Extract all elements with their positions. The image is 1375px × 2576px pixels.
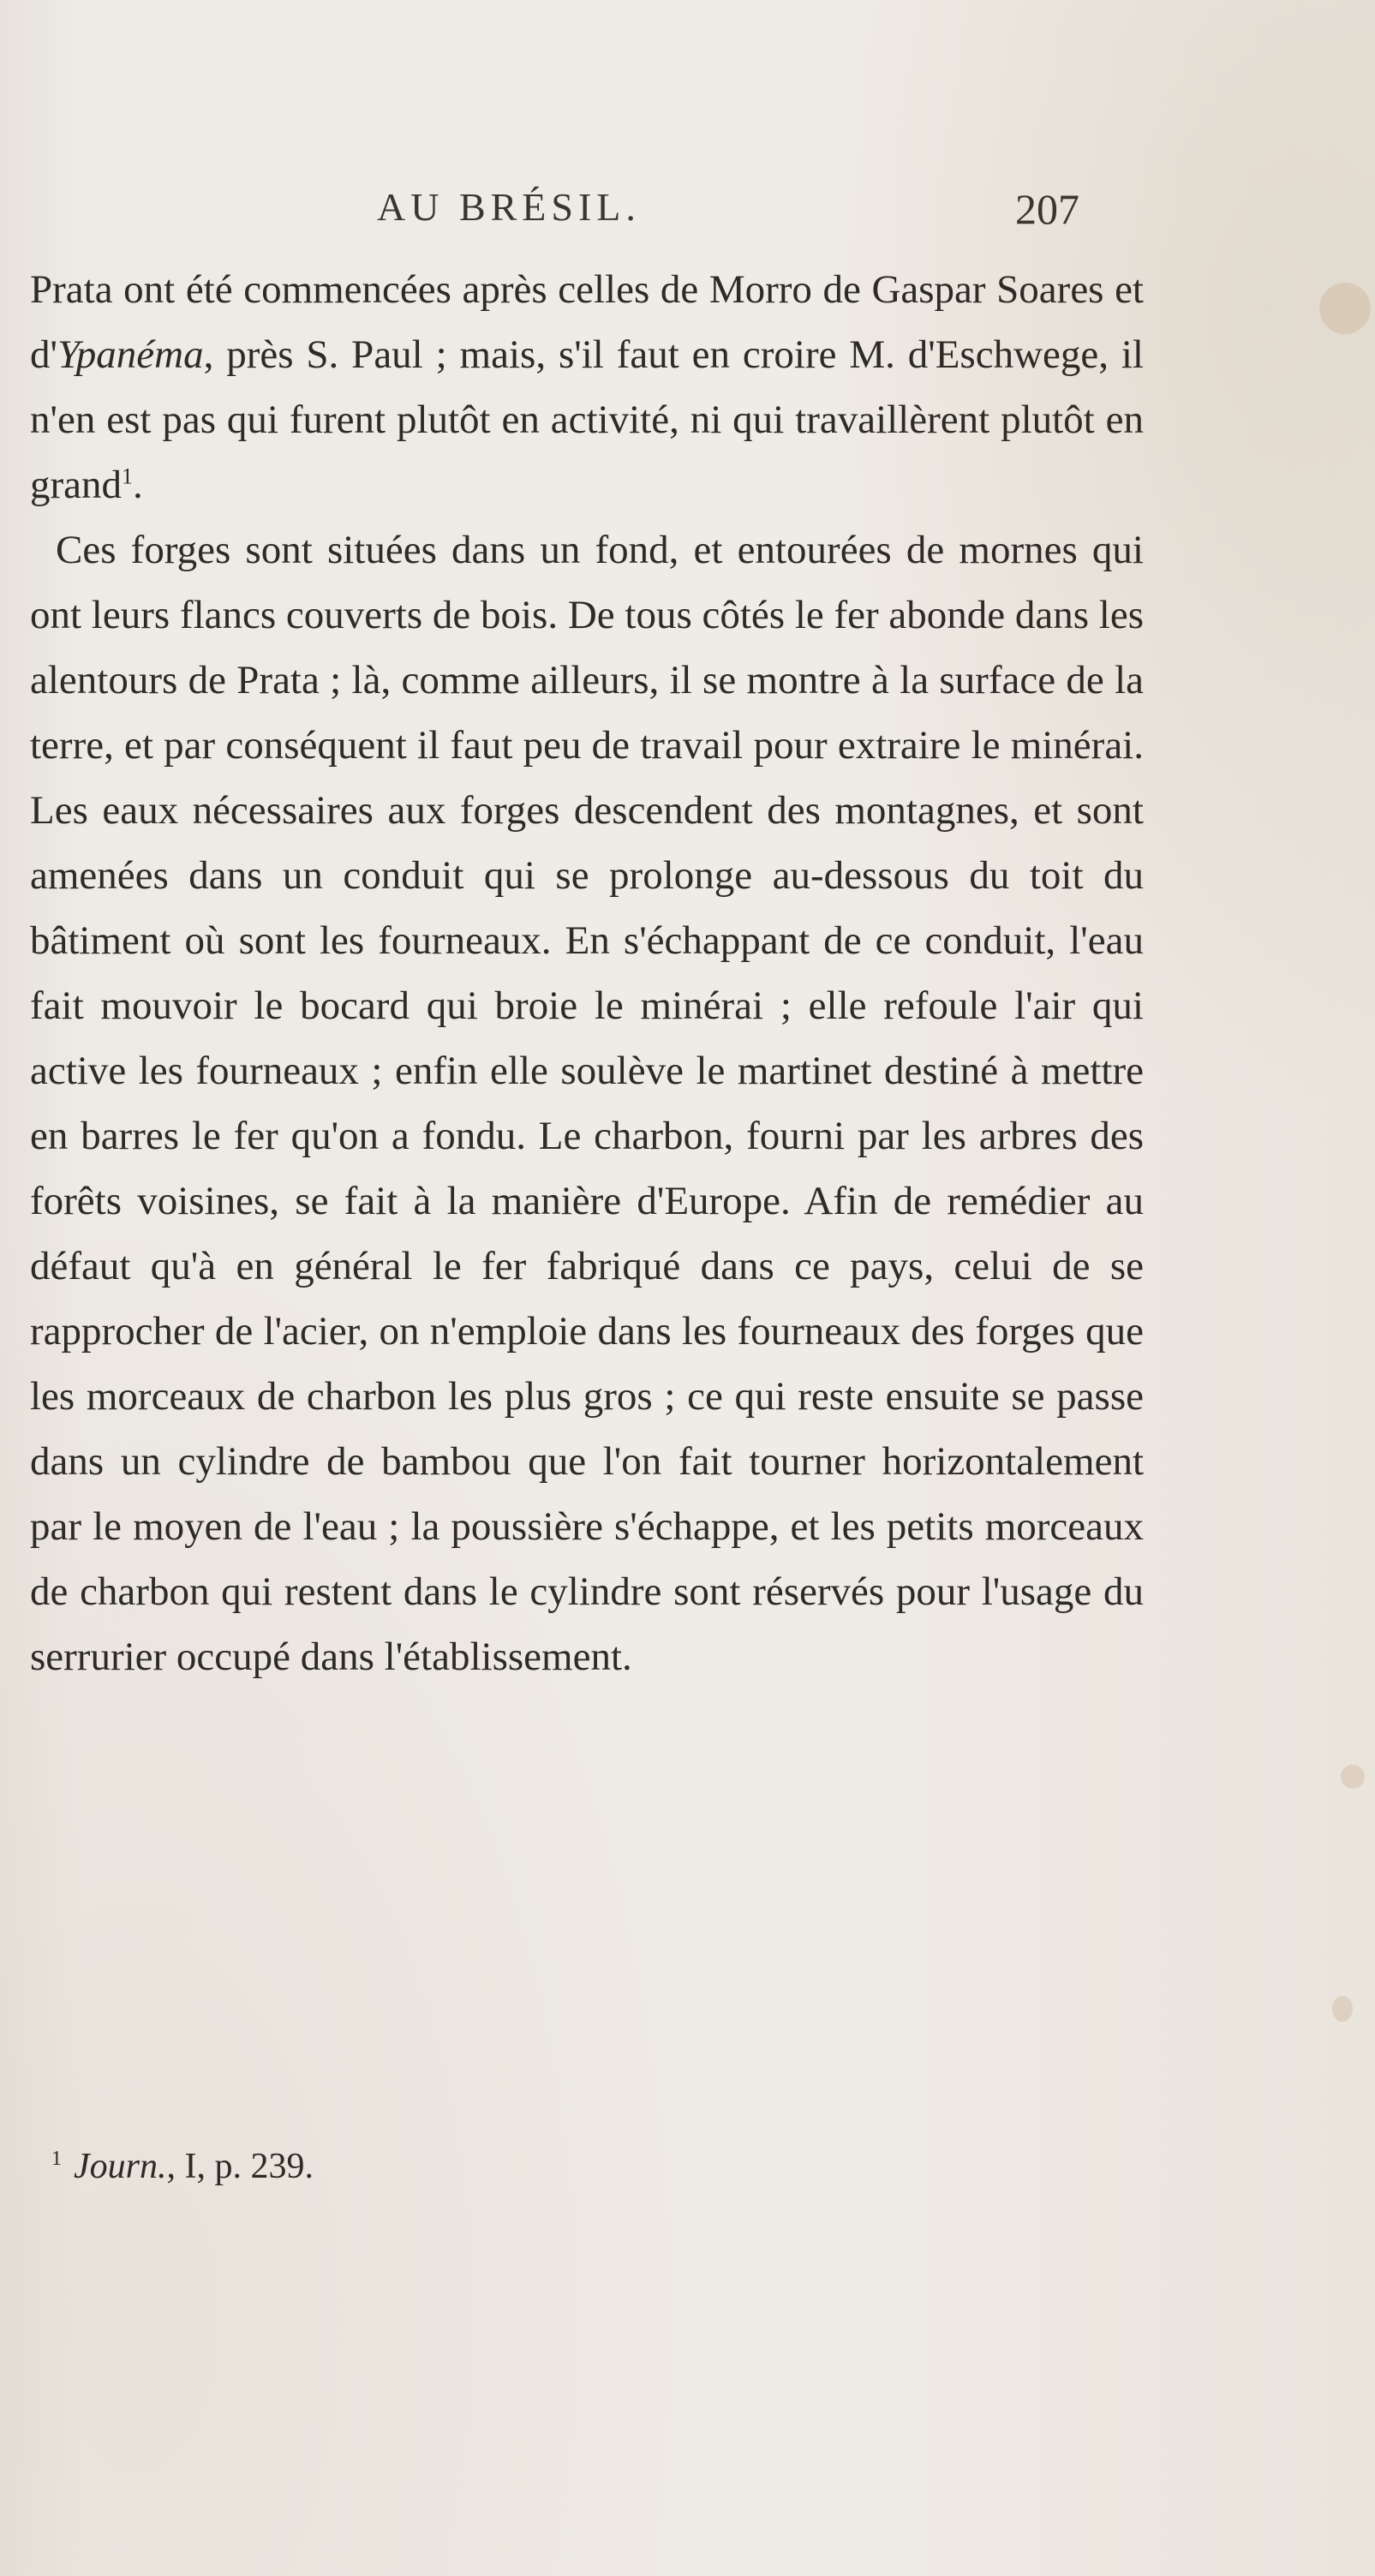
footnote-citation: , I, p. 239. <box>166 2147 314 2186</box>
paragraph-text: , près S. Paul ; mais, s'il faut en croire M. d'Eschwege, il n'en est pas qui furent plutôt en activité, ni qui travaillèrent plutôt en grand <box>30 332 1144 507</box>
page-number: 207 <box>1015 185 1079 233</box>
paragraph <box>30 257 1144 517</box>
page-header <box>0 176 1375 244</box>
footnote-mark: 1 <box>51 2148 62 2170</box>
paragraph: Ces forges sont situées dans un fond, et entourées de mornes qui ont leurs flancs couverts de bois. De tous côtés le fer abonde dans les alentours de Prata ; là, comme ailleurs, il se montre à la surface de la terre, et par conséquent il faut peu de travail pour extraire le minérai. Les eaux nécessaires aux forges descendent des montagnes, et sont amenées dans un conduit qui se prolonge au-dessous du toit du bâtiment où sont les fourneaux. En s'échappant de ce conduit, l'eau fait mouvoir le bocard qui broie le minérai ; elle refoule l'air qui active les fourneaux ; enfin elle soulève le martinet destiné à mettre en barres le fer qu'on a fondu. Le charbon, fourni par les arbres des forêts voisines, se fait à la manière d'Europe. Afin de remédier au défaut qu'à en général le fer fabriqué dans ce pays, celui de se rapprocher de l'acier, on n'emploie dans les fourneaux des forges que les morceaux de charbon les plus gros ; ce qui reste ensuite se passe dans un cylindre de bambou que l'on fait tourner horizontalement par le moyen de l'eau ; la poussière s'échappe, et les petits morceaux de charbon qui restent dans le cylindre sont réservés pour l'usage du serrurier occupé dans l'établissement. <box>30 528 1144 1679</box>
footnote-journal: Journ. <box>74 2147 167 2186</box>
running-head: AU BRÉSIL. <box>377 185 641 229</box>
footnote-reference: 1 <box>122 463 134 489</box>
footnote <box>51 2146 314 2187</box>
italic-place-name: Ypanéma <box>57 332 204 377</box>
paper-stain <box>1319 283 1371 334</box>
paper-stain <box>1341 1765 1365 1789</box>
paper-stain <box>1332 1996 1353 2022</box>
body-text <box>30 257 1144 1689</box>
paragraph-text: . <box>133 463 143 507</box>
paragraph-text: Prata ont été commencées après celles de Morro de Gaspar Soares et d' <box>30 267 1144 377</box>
